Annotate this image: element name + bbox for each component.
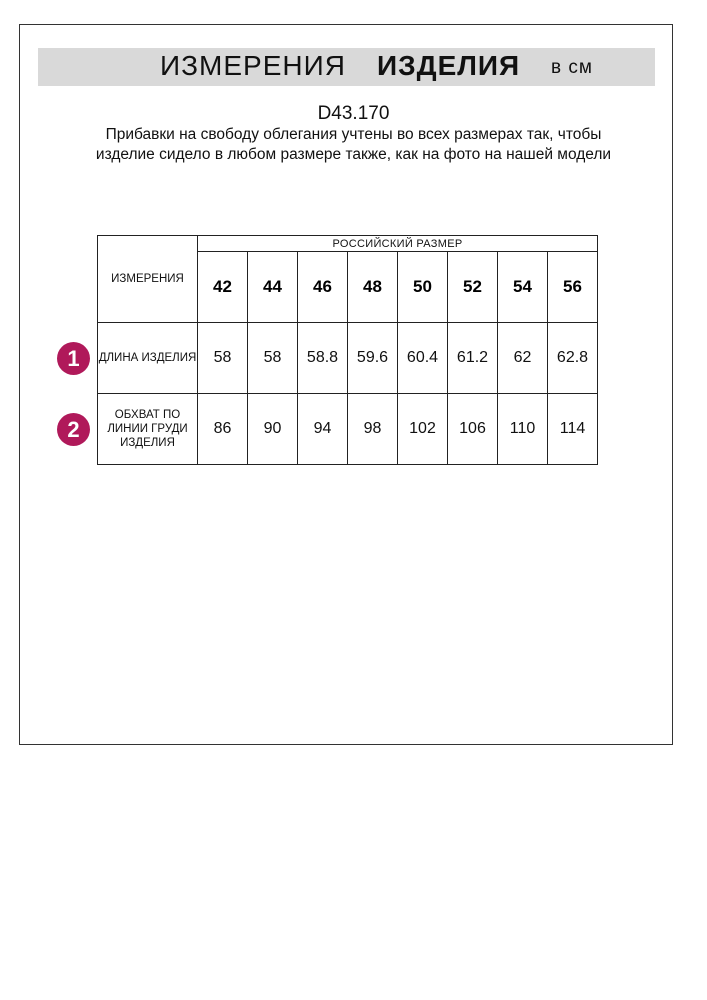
table-cell: 58 (198, 323, 248, 394)
table-cell: 98 (348, 394, 398, 465)
size-header: 54 (498, 252, 548, 323)
table-row (98, 323, 598, 394)
size-header: 48 (348, 252, 398, 323)
title-garment: ИЗДЕЛИЯ (377, 50, 521, 81)
table-cell: 106 (448, 394, 498, 465)
row-label: ДЛИНА ИЗДЕЛИЯ (98, 323, 198, 394)
title-measurements: ИЗМЕРЕНИЯ (160, 50, 346, 81)
row-badge-2: 2 (57, 413, 90, 446)
size-header: 46 (298, 252, 348, 323)
table-cell: 110 (498, 394, 548, 465)
table-cell: 90 (248, 394, 298, 465)
title-unit: в см (551, 57, 593, 78)
size-header: 50 (398, 252, 448, 323)
size-header: 52 (448, 252, 498, 323)
table-cell: 94 (298, 394, 348, 465)
table-cell: 86 (198, 394, 248, 465)
row-badge-1: 1 (57, 342, 90, 375)
table-cell: 58 (248, 323, 298, 394)
corner-label: ИЗМЕРЕНИЯ (98, 236, 198, 323)
group-header: РОССИЙСКИЙ РАЗМЕР (198, 236, 598, 252)
table-cell: 62.8 (548, 323, 598, 394)
table-cell: 114 (548, 394, 598, 465)
row-label: ОБХВАТ ПО ЛИНИИ ГРУДИ ИЗДЕЛИЯ (98, 394, 198, 465)
table-cell: 59.6 (348, 323, 398, 394)
size-table (97, 235, 598, 465)
size-header: 44 (248, 252, 298, 323)
table-row (98, 394, 598, 465)
table-cell: 102 (398, 394, 448, 465)
table-cell: 60.4 (398, 323, 448, 394)
size-header: 56 (548, 252, 598, 323)
table-cell: 61.2 (448, 323, 498, 394)
fit-note: Прибавки на свободу облегания учтены во всех размерах так, чтобы изделие сидело в любом размере также, как на фото на нашей модели (95, 126, 612, 163)
table-cell: 58.8 (298, 323, 348, 394)
size-header: 42 (198, 252, 248, 323)
article-number: D43.170 (317, 103, 390, 124)
table-cell: 62 (498, 323, 548, 394)
